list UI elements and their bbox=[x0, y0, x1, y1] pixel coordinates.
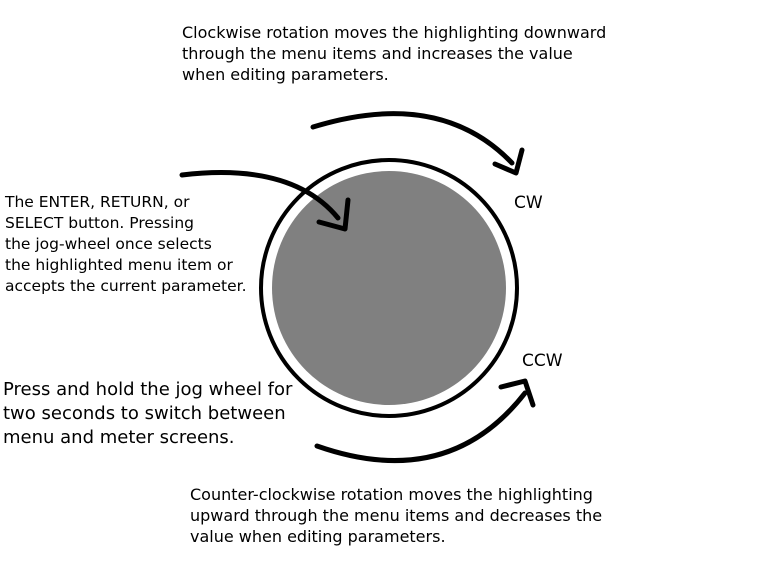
clockwise-description-line: when editing parameters. bbox=[182, 65, 389, 84]
counter-clockwise-description bbox=[190, 484, 602, 547]
enter-button-description-line: SELECT button. Pressing bbox=[5, 214, 195, 232]
enter-button-description bbox=[5, 192, 247, 297]
press-hold-description bbox=[3, 378, 292, 450]
press-hold-description-line: Press and hold the jog wheel for bbox=[3, 379, 293, 400]
clockwise-description bbox=[182, 22, 606, 85]
enter-button-description-line: the jog-wheel once selects bbox=[5, 235, 212, 253]
cw-label: CW bbox=[514, 193, 543, 213]
enter-button-description-line: accepts the current parameter. bbox=[5, 277, 247, 295]
clockwise-arrow bbox=[313, 114, 512, 163]
enter-button-description-line: the highlighted menu item or bbox=[5, 256, 233, 274]
clockwise-description-line: through the menu items and increases the value bbox=[182, 44, 573, 63]
counter-clockwise-description-line: upward through the menu items and decreases the bbox=[190, 506, 603, 525]
jog-wheel bbox=[272, 171, 506, 405]
counter-clockwise-arrow bbox=[317, 393, 525, 461]
ccw-label: CCW bbox=[522, 351, 563, 371]
press-hold-description-line: menu and meter screens. bbox=[3, 427, 235, 448]
counter-clockwise-description-line: value when editing parameters. bbox=[190, 527, 446, 546]
enter-button-description-line: The ENTER, RETURN, or bbox=[5, 193, 190, 211]
clockwise-description-line: Clockwise rotation moves the highlighting downward bbox=[182, 23, 607, 42]
press-hold-description-line: two seconds to switch between bbox=[3, 403, 286, 424]
counter-clockwise-description-line: Counter-clockwise rotation moves the highlighting bbox=[190, 485, 593, 504]
